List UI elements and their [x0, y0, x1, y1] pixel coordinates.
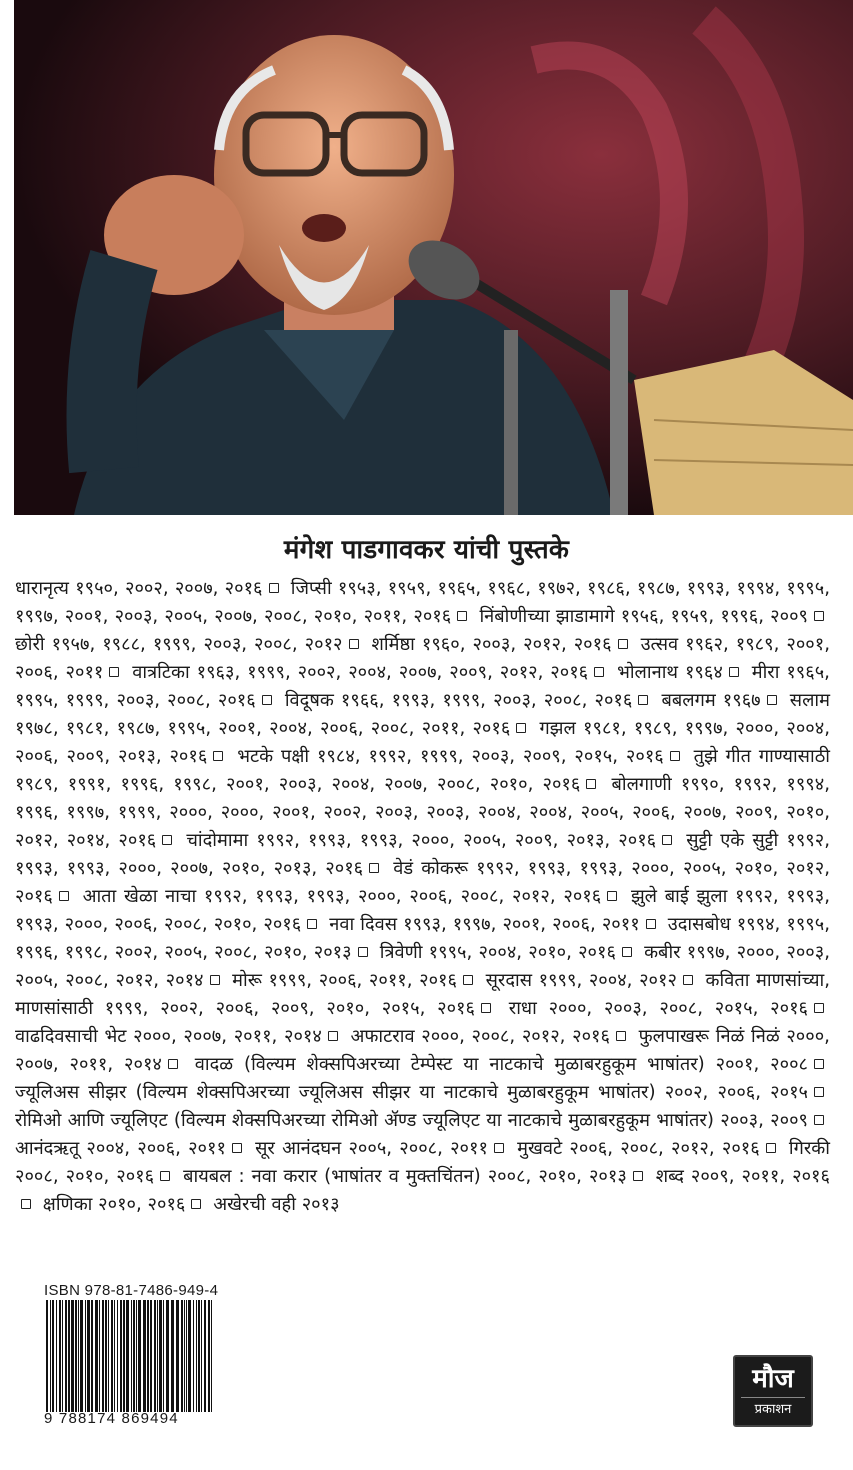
- page-title: मंगेश पाडगावकर यांची पुस्तके: [283, 535, 570, 565]
- separator-box-icon: [191, 1199, 201, 1209]
- book-entry: [195, 1054, 830, 1075]
- book-entry-text: उत्सव १९६२, १९८९, २००१, २००६, २०११: [15, 634, 830, 683]
- separator-box-icon: [21, 1199, 31, 1209]
- separator-box-icon: [269, 583, 279, 593]
- book-entry: [329, 914, 661, 935]
- isbn-label: ISBN 978-81-7486-949-4: [44, 1282, 219, 1299]
- book-entry: [351, 1026, 632, 1047]
- separator-box-icon: [814, 1115, 824, 1125]
- book-entry-text: क्षणिका २०१०, २०१६: [42, 1194, 186, 1215]
- book-entry-text: वाढदिवसाची भेट २०००, २००७, २०११, २०१४: [15, 1026, 322, 1047]
- book-entry-text: वात्रटिका १९६३, १९९९, २००२, २००४, २००७, २००९, २०१२, २०१६: [132, 662, 589, 683]
- book-entry: [132, 662, 610, 683]
- book-entry-text: बायबल : नवा करार (भाषांतर व मुक्तचिंतन) २००८, २०१०, २०१३: [183, 1166, 627, 1187]
- barcode-bar: [46, 1300, 48, 1412]
- separator-box-icon: [683, 975, 693, 985]
- book-entry: [517, 1138, 782, 1159]
- barcode-bar: [123, 1300, 125, 1412]
- book-entry: [479, 606, 830, 627]
- book-entry-text: ज्यूलिअस सीझर (विल्यम शेक्सपिअरच्या ज्यूलिअस सीझर या नाटकाचे मुळाबरहुकूम भाषांतर) २००२, २००६, २०१५: [15, 1082, 808, 1103]
- barcode-graphic: [44, 1300, 216, 1412]
- separator-box-icon: [814, 1059, 824, 1069]
- barcode-bar: [56, 1300, 57, 1412]
- barcode-bar: [154, 1300, 156, 1412]
- book-entry-text: आनंदऋतू २००४, २००६, २०११: [15, 1138, 226, 1159]
- publisher-logo-line1: मौज: [741, 1361, 805, 1398]
- book-entry-text: त्रिवेणी १९९५, २००४, २०१०, २०१६: [379, 942, 616, 963]
- book-entry: [509, 998, 830, 1019]
- book-entry-text: नवा दिवस १९९३, १९९७, २००१, २००६, २०११: [329, 914, 640, 935]
- barcode-bar: [114, 1300, 115, 1412]
- separator-box-icon: [638, 695, 648, 705]
- barcode-bar: [126, 1300, 129, 1412]
- book-entry-text: चांदोमामा १९९२, १९९३, १९९३, २०००, २००५, २००९, २०१३, २०१६: [186, 830, 657, 851]
- book-entry: [15, 578, 285, 599]
- book-entry-text: कविता माणसांच्या, माणसांसाठी १९९९, २००२, २००६, २००९, २०१०, २०१५, २०१६: [15, 970, 830, 1019]
- barcode-bar: [133, 1300, 135, 1412]
- separator-box-icon: [607, 891, 617, 901]
- barcode-bar: [108, 1300, 109, 1412]
- book-entry: [15, 634, 365, 655]
- separator-box-icon: [633, 1171, 643, 1181]
- book-list: [15, 575, 830, 1219]
- barcode-bar: [111, 1300, 113, 1412]
- book-entry: [617, 662, 745, 683]
- book-entry-text: अखेरची वही २०१३: [213, 1194, 340, 1215]
- book-entry: [15, 1138, 248, 1159]
- barcode-bar: [131, 1300, 132, 1412]
- separator-box-icon: [349, 639, 359, 649]
- barcode-bar: [188, 1300, 191, 1412]
- book-entry-text: फुलपाखरू निळं निळं २०००, २००७, २०११, २०१४: [15, 1026, 830, 1075]
- separator-box-icon: [586, 779, 596, 789]
- separator-box-icon: [662, 835, 672, 845]
- book-entry-text: वादळ (विल्यम शेक्सपिअरच्या टेम्पेस्ट या नाटकाचे मुळाबरहुकूम भाषांतर) २००१, २००८: [194, 1054, 808, 1075]
- barcode-bar: [138, 1300, 141, 1412]
- book-entry-text: गिरकी २००८, २०१०, २०१६: [15, 1138, 830, 1187]
- book-entry-text: गझल १९८१, १९८९, १९९७, २०००, २००४, २००६, २००९, २०१३, २०१६: [15, 718, 830, 767]
- separator-box-icon: [232, 1143, 242, 1153]
- book-entry-text: कबीर १९९७, २०००, २००३, २००५, २००८, २०१२, २०१४: [15, 942, 830, 991]
- book-entry-text: जिप्सी १९५३, १९५९, १९६५, १९६८, १९७२, १९८६, १९८७, १९९३, १९९४, १९९५, १९९७, २००१, २००३, २००५, २००७, २००८, २०१०, २०११, २०१६: [15, 578, 830, 627]
- separator-box-icon: [516, 723, 526, 733]
- barcode-bar: [105, 1300, 107, 1412]
- barcode-bar: [50, 1300, 51, 1412]
- barcode-bar: [171, 1300, 174, 1412]
- book-entry-text: भोलानाथ १९६४: [617, 662, 723, 683]
- book-entry: [237, 746, 686, 767]
- separator-box-icon: [328, 1031, 338, 1041]
- barcode-bar: [85, 1300, 86, 1412]
- book-entry: [285, 690, 655, 711]
- book-entry-text: विदूषक १९६६, १९९३, १९९९, २००३, २००८, २०१६: [284, 690, 633, 711]
- book-entry-text: मुखवटे २००६, २००८, २०१२, २०१६: [517, 1138, 760, 1159]
- book-entry: [83, 886, 624, 907]
- book-entry-text: बबलगम १९६७: [661, 690, 761, 711]
- separator-box-icon: [616, 1031, 626, 1041]
- barcode-bar: [184, 1300, 185, 1412]
- barcode-bar: [78, 1300, 79, 1412]
- separator-box-icon: [59, 891, 69, 901]
- barcode-bar: [163, 1300, 164, 1412]
- barcode-bar: [117, 1300, 118, 1412]
- book-entry-text: अफाटराव २०००, २००८, २०१२, २०१६: [350, 1026, 610, 1047]
- separator-box-icon: [369, 863, 379, 873]
- barcode-bar: [52, 1300, 54, 1412]
- barcode-bar: [159, 1300, 162, 1412]
- book-entry-text: सूरदास १९९९, २००४, २०१२: [485, 970, 677, 991]
- barcode-bar: [91, 1300, 93, 1412]
- separator-box-icon: [463, 975, 473, 985]
- author-photo-illustration: [14, 0, 853, 515]
- separator-box-icon: [594, 667, 604, 677]
- book-entry: [183, 1166, 649, 1187]
- publisher-logo-line2: प्रकाशन: [754, 1402, 792, 1417]
- separator-box-icon: [814, 1087, 824, 1097]
- separator-box-icon: [618, 639, 628, 649]
- separator-box-icon: [729, 667, 739, 677]
- separator-box-icon: [646, 919, 656, 929]
- barcode-bar: [136, 1300, 137, 1412]
- barcode-bar: [196, 1300, 197, 1412]
- barcode-bar: [95, 1300, 98, 1412]
- barcode-bar: [176, 1300, 179, 1412]
- separator-box-icon: [358, 947, 368, 957]
- book-entry: [213, 1194, 339, 1215]
- separator-box-icon: [262, 695, 272, 705]
- barcode-bar: [65, 1300, 67, 1412]
- separator-box-icon: [109, 667, 119, 677]
- barcode: [44, 1300, 216, 1412]
- author-photo: [14, 0, 853, 515]
- book-entry-text: रोमिओ आणि ज्यूलिएट (विल्यम शेक्सपिअरच्या रोमिओ ॲण्ड ज्यूलिएट या नाटकाचे मुळाबरहुकूम भाषांतर) २००३, २००९: [15, 1110, 808, 1131]
- book-entry-text: सलाम १९७८, १९८१, १९८७, १९९५, २००१, २००४, २००६, २००८, २०११, २०१६: [15, 690, 830, 739]
- barcode-bar: [71, 1300, 74, 1412]
- book-entry-text: शब्द २००९, २०११, २०१६: [655, 1166, 830, 1187]
- book-entry: [186, 830, 678, 851]
- separator-box-icon: [307, 919, 317, 929]
- book-entry-text: मीरा १९६५, १९९५, १९९९, २००३, २००८, २०१६: [15, 662, 830, 711]
- separator-box-icon: [814, 611, 824, 621]
- book-entry-text: धारानृत्य १९५०, २००२, २००७, २०१६: [15, 578, 263, 599]
- book-entry-text: झुले बाई झुला १९९२, १९९३, १९९३, २०००, २००६, २००८, २०१०, २०१६: [15, 886, 830, 935]
- separator-box-icon: [814, 1003, 824, 1013]
- barcode-bar: [99, 1300, 100, 1412]
- barcode-bar: [166, 1300, 169, 1412]
- book-entry-text: निंबोणीच्या झाडामागे १९५६, १९५९, १९९६, २००९: [479, 606, 808, 627]
- separator-box-icon: [494, 1143, 504, 1153]
- barcode-bar: [120, 1300, 122, 1412]
- book-entry-text: सूर आनंदघन २००५, २००८, २०११: [255, 1138, 488, 1159]
- barcode-digits: 9 788174 869494: [44, 1410, 179, 1427]
- barcode-bar: [201, 1300, 202, 1412]
- book-entry-text: राधा २०००, २००३, २००८, २०१५, २०१६: [508, 998, 808, 1019]
- book-entry-text: बोलगाणी १९९०, १९९२, १९९४, १९९६, १९९७, १९९९, २०००, २०००, २००१, २००२, २००३, २००३, २००४, २००४, २००५, २००६, २००७, २००९, २०१०, २०१२, २०१४, २०१६: [15, 774, 830, 851]
- barcode-bar: [147, 1300, 149, 1412]
- barcode-bar: [62, 1300, 63, 1412]
- barcode-bar: [75, 1300, 77, 1412]
- book-entry-text: शर्मिष्ठा १९६०, २००३, २०१२, २०१६: [371, 634, 612, 655]
- book-entry-text: छोरी १९५७, १९८८, १९९९, २००३, २००८, २०१२: [15, 634, 343, 655]
- book-entry: [15, 1110, 830, 1131]
- separator-box-icon: [622, 947, 632, 957]
- barcode-bar: [143, 1300, 146, 1412]
- book-entry-text: भटके पक्षी १९८४, १९९२, १९९९, २००३, २००९, २०१५, २०१६: [237, 746, 664, 767]
- book-entry: [486, 970, 699, 991]
- barcode-bar: [150, 1300, 152, 1412]
- separator-box-icon: [213, 751, 223, 761]
- book-entry-text: सुट्टी एके सुट्टी १९९२, १९९३, १९९३, २०००, २००७, २०१०, २०१३, २०१६: [15, 830, 830, 879]
- book-entry: [372, 634, 634, 655]
- barcode-bar: [59, 1300, 61, 1412]
- book-entry: [15, 1082, 830, 1103]
- book-entry: [255, 1138, 510, 1159]
- barcode-bar: [186, 1300, 187, 1412]
- separator-box-icon: [457, 611, 467, 621]
- publisher-logo: [733, 1355, 813, 1427]
- barcode-bar: [80, 1300, 83, 1412]
- barcode-bar: [87, 1300, 90, 1412]
- book-entry: [232, 970, 479, 991]
- book-entry-text: तुझे गीत गाण्यासाठी १९८९, १९९१, १९९६, १९९८, २००१, २००३, २००४, २००७, २००८, २०१०, २०१६: [15, 746, 830, 795]
- separator-box-icon: [670, 751, 680, 761]
- barcode-bar: [181, 1300, 183, 1412]
- separator-box-icon: [210, 975, 220, 985]
- barcode-bar: [208, 1300, 210, 1412]
- book-entry-text: आता खेळा नाचा १९९२, १९९३, १९९३, २०००, २००६, २००८, २०१२, २०१६: [82, 886, 602, 907]
- separator-box-icon: [160, 1171, 170, 1181]
- book-entry: [380, 942, 638, 963]
- barcode-bar: [204, 1300, 206, 1412]
- separator-box-icon: [767, 695, 777, 705]
- barcode-bar: [157, 1300, 158, 1412]
- book-entry-text: उदासबोध १९९४, १९९५, १९९६, १९९८, २००२, २००५, २००८, २०१०, २०१३: [15, 914, 830, 963]
- barcode-bar: [68, 1300, 70, 1412]
- barcode-bar: [211, 1300, 212, 1412]
- separator-box-icon: [162, 835, 172, 845]
- separator-box-icon: [766, 1143, 776, 1153]
- book-entry: [15, 1026, 344, 1047]
- barcode-bar: [198, 1300, 200, 1412]
- book-entry-text: मोरू १९९९, २००६, २०११, २०१६: [232, 970, 457, 991]
- book-entry: [43, 1194, 208, 1215]
- separator-box-icon: [481, 1003, 491, 1013]
- book-entry: [661, 690, 782, 711]
- separator-box-icon: [168, 1059, 178, 1069]
- book-entry-text: वेडं कोकरू १९९२, १९९३, १९९३, २०००, २००५, २०१०, २०१२, २०१६: [15, 858, 830, 907]
- barcode-bar: [102, 1300, 104, 1412]
- barcode-bar: [193, 1300, 194, 1412]
